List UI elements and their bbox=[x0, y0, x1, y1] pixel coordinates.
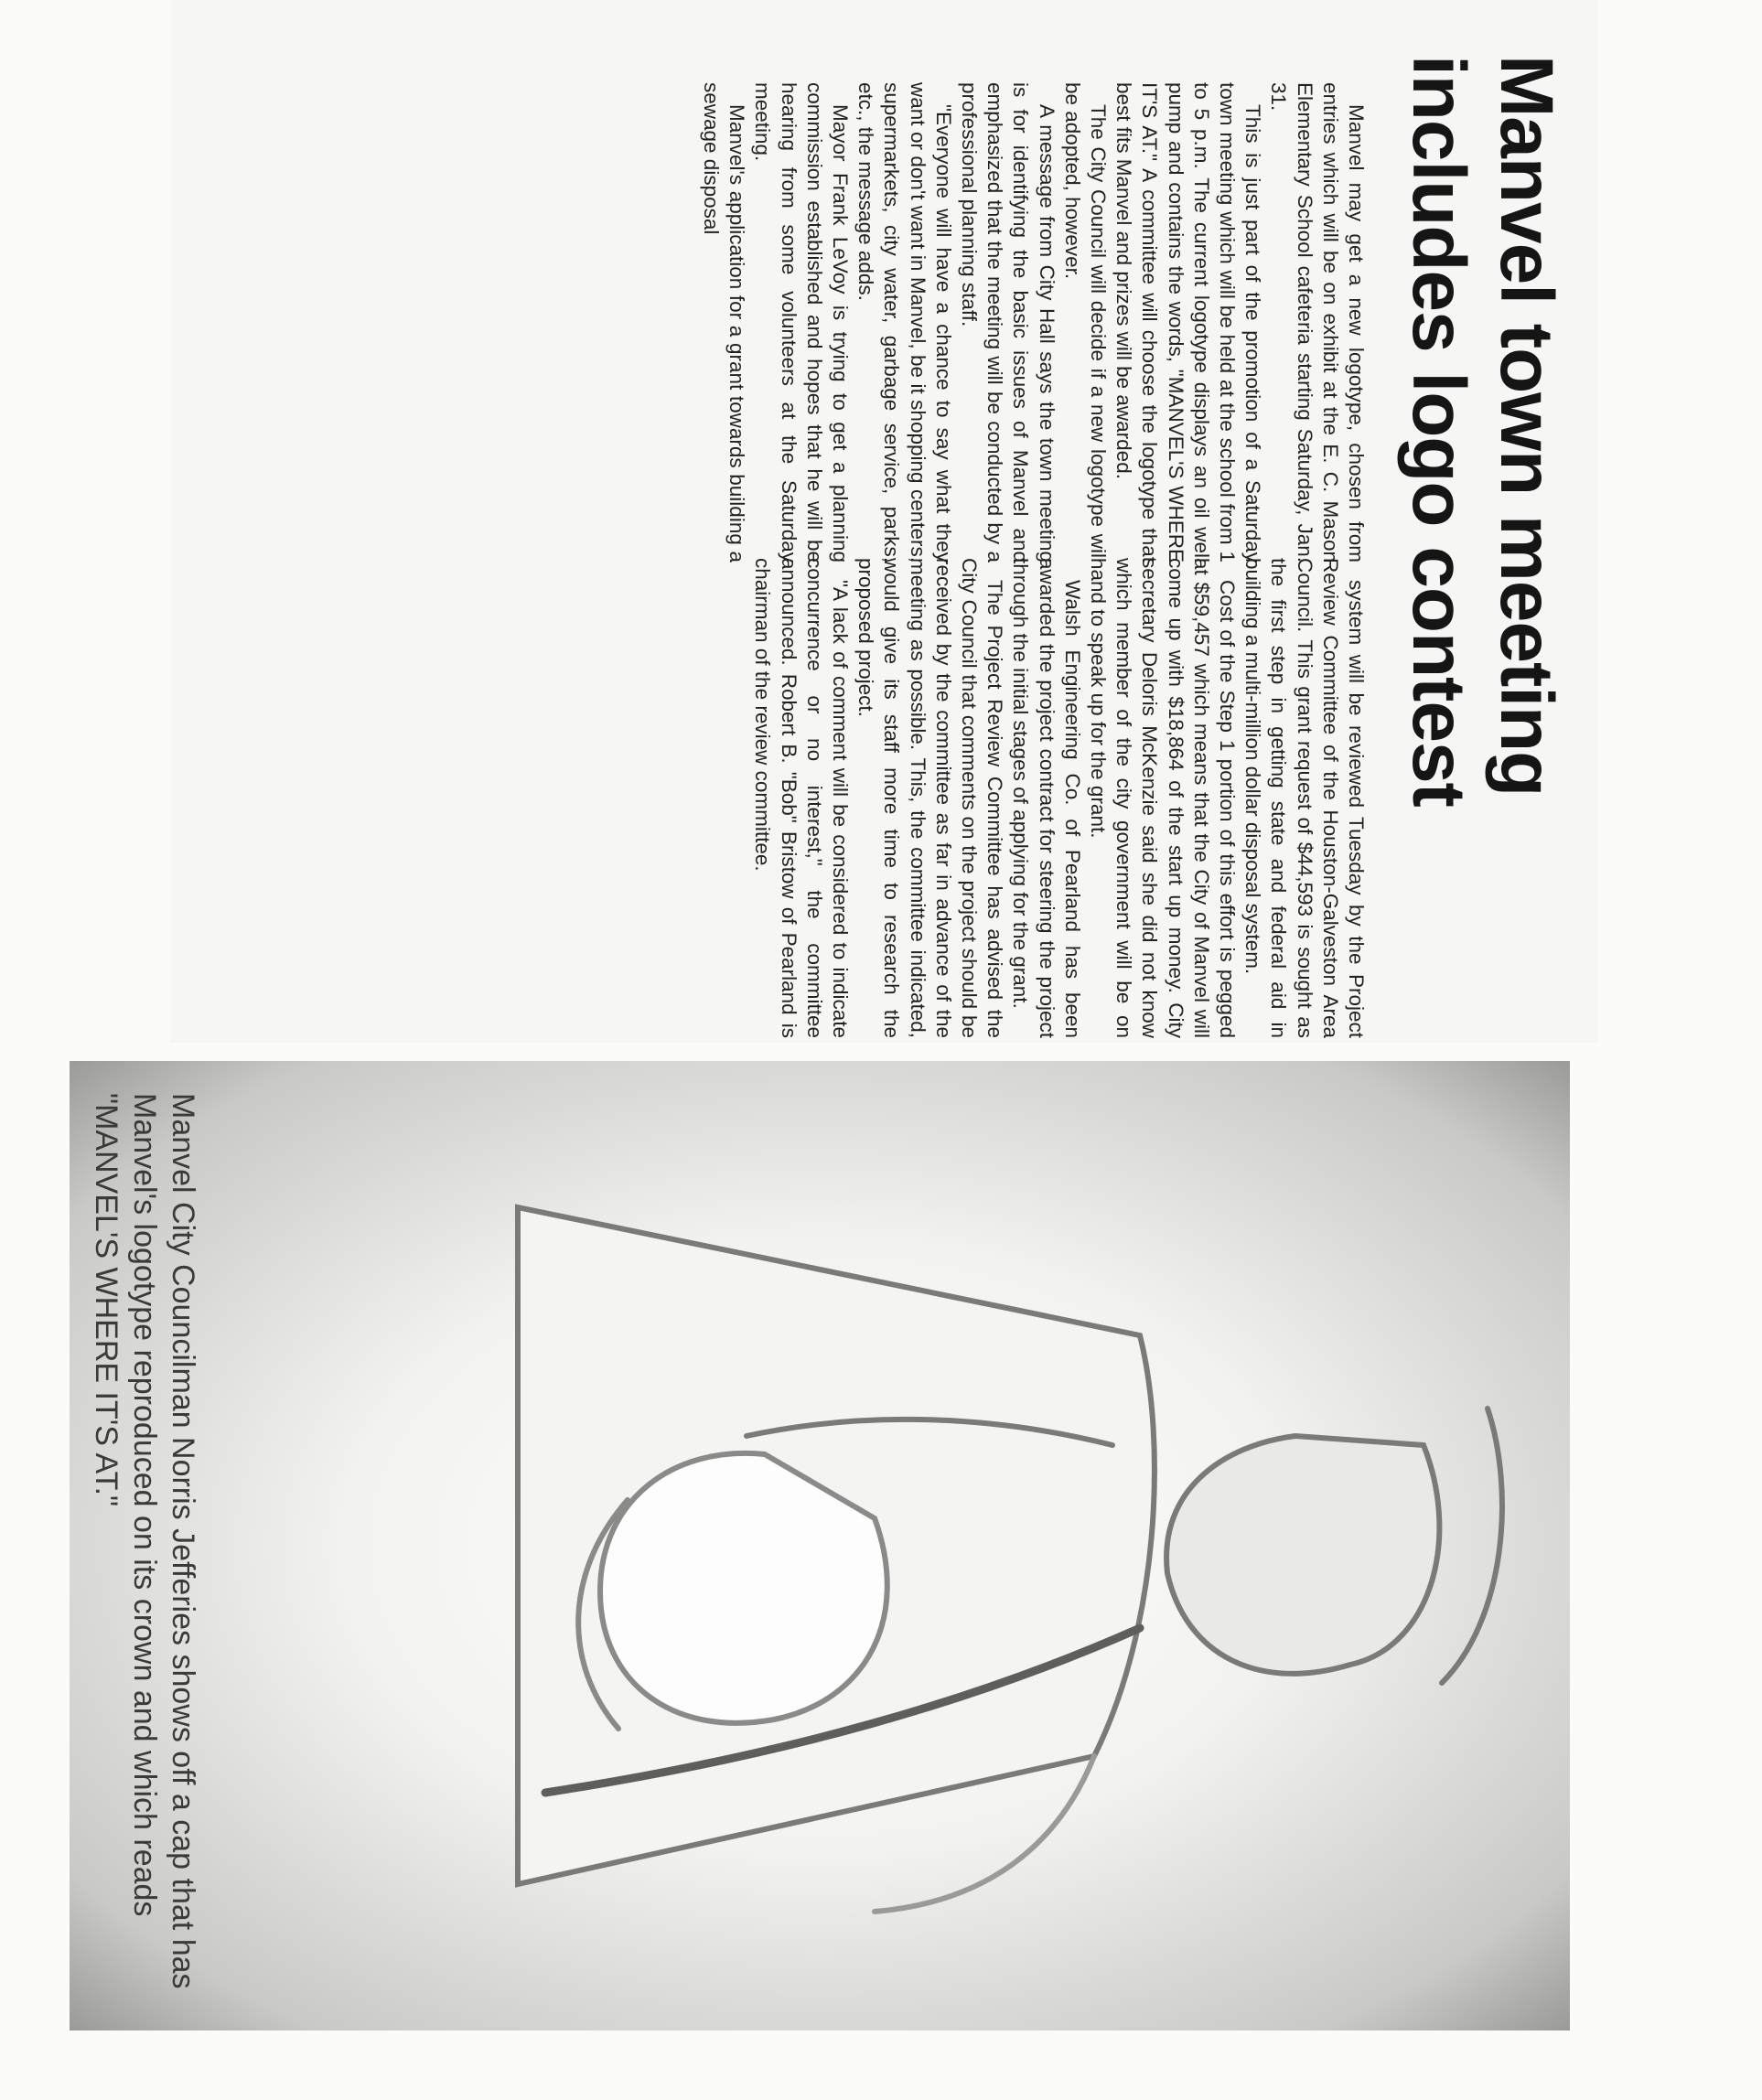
paragraph: "A lack of comment will be considered to indicate concurrence or no interest," the committee announced. Robert B. "Bob" Bristow of Pearland is chairman of the review committee. bbox=[751, 558, 852, 1038]
paragraph: A message from City Hall says the town meeting is for identifying the basic issues of Manvel and emphasized that the meeting will be conducted by a professional planning staff. bbox=[957, 82, 1058, 562]
article-column-right bbox=[749, 558, 1369, 1038]
man-holding-cap-illustration bbox=[70, 1061, 1570, 2030]
paragraph: The Project Review Committee has advised the City Council that comments on the project should be received by the committee as far in advance of the meeting as possible. This, the committee indicated, would give its staff more time to research the proposed project. bbox=[854, 558, 1007, 1038]
paragraph: Manvel may get a new logotype, chosen from entries which will be on exhibit at the E. C. Mason Elementary School cafeteria starting Saturday, Jan. 31. bbox=[1267, 82, 1368, 562]
paragraph: system will be reviewed Tuesday by the Project Review Committee of the Houston-Galveston Area Council. This grant request of $44,593 is sought as the first step in getting state and federal aid in building a multi-million dollar disposal system. bbox=[1241, 558, 1368, 1038]
headline: Manvel town meeting includes logo contest bbox=[1397, 55, 1568, 807]
photo-caption: Manvel City Councilman Norris Jefferies shows off a cap that has Manvel's logotype reproduced on its crown and which reads "MANVEL'S WHERE IT'S AT." bbox=[89, 1093, 200, 1989]
paragraph: "Everyone will have a chance to say what they want or don't want in Manvel, be it shopping centers, supermarkets, city water, garbage service, parks, etc., the message adds. bbox=[854, 82, 955, 562]
article-column-left bbox=[698, 82, 1369, 562]
paragraph: Walsh Engineering Co. of Pearland has been awarded the project contract for steering the project through the initial stages of applying for the grant. bbox=[1009, 558, 1084, 1038]
news-photo bbox=[70, 1061, 1570, 2030]
paragraph: This is just part of the promotion of a Saturday town meeting which will be held at the school from 1 to 5 p.m. The current logotype displays an oil well pump and contains the words, "MANVEL'S WHERE IT'S AT." A committee will choose the logotype that best fits Manvel and prizes will be awarded. bbox=[1112, 82, 1265, 562]
newspaper-clipping bbox=[170, 0, 1597, 1043]
paragraph: The City Council will decide if a new logotype will be adopted, however. bbox=[1060, 82, 1110, 562]
paragraph: Manvel's application for a grant towards building a sewage disposal bbox=[699, 82, 749, 562]
paragraph: Mayor Frank LeVoy is trying to get a planning commission established and hopes that he will be hearing from some volunteers at the Saturday meeting. bbox=[751, 82, 852, 562]
paragraph: Cost of the Step 1 portion of this effort is pegged at $59,457 which means that the City of Manvel will come up with $18,864 of the start up money. City secretary Deloris McKenzie said she did not know which member of the city government will be on hand to speak up for the grant. bbox=[1086, 558, 1239, 1038]
